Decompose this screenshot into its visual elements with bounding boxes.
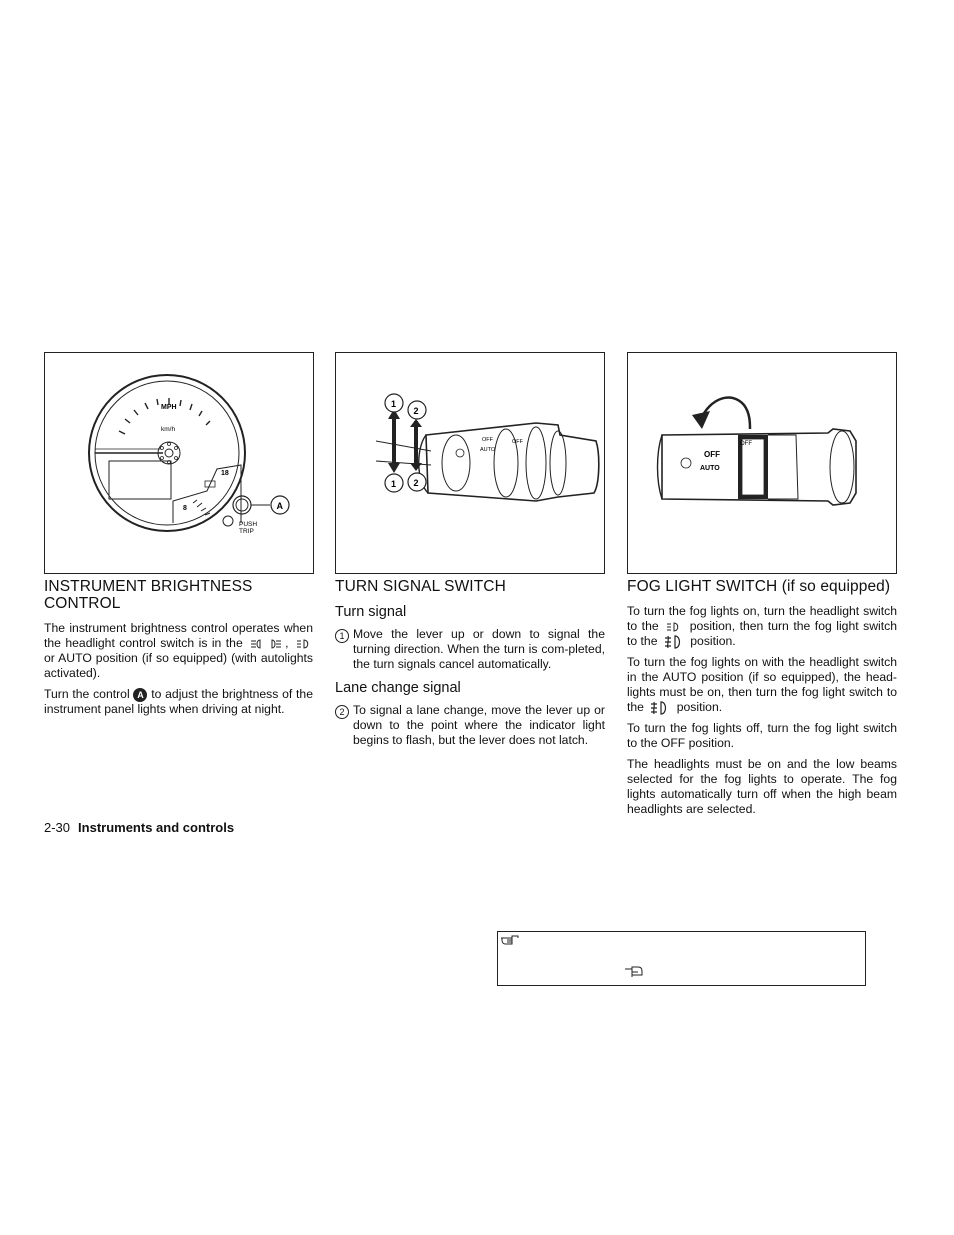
section-title-fog-light: FOG LIGHT SWITCH (if so equipped) [627,578,891,595]
fog-light-paragraph-1: To turn the fog lights on, turn the headlight switch to the position, then turn the fog light switch to the position. [627,604,898,648]
instrument-brightness-paragraph-2: Turn the control A to adjust the brightness of the instrument panel lights when driving at night. [44,687,313,716]
callout-2-up: 2 [413,406,419,416]
subheading-turn-signal: Turn signal [335,604,407,620]
turn-signal-section [335,578,605,754]
callout-1-up: 1 [391,399,397,409]
fog-auto-label: AUTO [700,465,720,472]
headlight-icon [666,622,682,632]
headlight-icon [296,639,310,649]
callout-1-down: 1 [391,479,397,489]
instrument-brightness-figure [44,352,314,574]
subheading-lane-change: Lane change signal [335,680,461,696]
instrument-brightness-paragraph-1: The instrument brightness control operates when the headlight control switch is in the , or AUTO position (if so equipped) (with autolights activated). [44,621,313,680]
continued-note-box [497,931,866,986]
fog-light-icon [650,701,670,715]
turn-signal-figure [335,352,605,574]
section-name: Instruments and controls [78,820,235,835]
fog-light-paragraph-2: To turn the fog lights on with the headlight switch in the AUTO position (if so equipped), the head-lights must be on, then turn the fog light switch to the position. [627,655,897,714]
lever-auto-label: AUTO [480,447,496,453]
fog-light-icon [664,635,684,649]
section-title-turn-signal: TURN SIGNAL SWITCH [335,578,506,595]
lever-off-label-2: OFF [512,439,523,445]
page-footer [44,820,234,835]
item-number-1: 1 [335,629,349,643]
fog-light-figure [627,352,897,574]
pointing-hand-back-icon [624,966,644,978]
fog-light-paragraph-3: To turn the fog lights off, turn the fog light switch to the OFF position. [627,721,897,750]
fog-off-label-2: OFF [740,441,752,447]
page-number: 2-30 [44,820,71,835]
turn-signal-item-text: Move the lever up or down to signal the turning direction. When the turn is com-pleted, the turn signals cancel automatically. [353,627,605,671]
lane-change-item-text: To signal a lane change, move the lever up or down to the point where the indicator light begins to flash, but the lever does not latch. [353,703,605,747]
lane-change-item [335,703,605,748]
mph-label: MPH [161,404,177,411]
pointing-hand-icon [500,934,520,946]
fog-light-switch-illustration [628,353,896,573]
section-title-instrument-brightness: INSTRUMENT BRIGHTNESS CONTROL [44,578,253,612]
fog-light-section [627,578,897,823]
trip-label: TRIP [239,528,254,535]
speedometer-illustration [45,353,313,573]
callout-a-inline: A [133,688,147,702]
parking-lights-icon [250,639,282,649]
fog-light-paragraph-4: The headlights must be on and the low beams selected for the fog lights to operate. The fog lights automatically turn off when the high beam headlights are selected. [627,757,897,816]
callout-2-down: 2 [413,478,419,488]
lever-off-label: OFF [482,437,493,443]
turn-signal-lever-illustration [336,353,604,573]
svg-text:A: A [276,501,283,511]
fuel-low-label: 8 [183,505,187,512]
fuel-high-label: 18 [221,470,229,477]
instrument-brightness-section [44,578,313,723]
kmh-label: km/h [161,426,176,433]
push-label: PUSH [239,521,258,528]
fog-off-label: OFF [704,450,720,459]
item-number-2: 2 [335,705,349,719]
turn-signal-item [335,627,605,672]
